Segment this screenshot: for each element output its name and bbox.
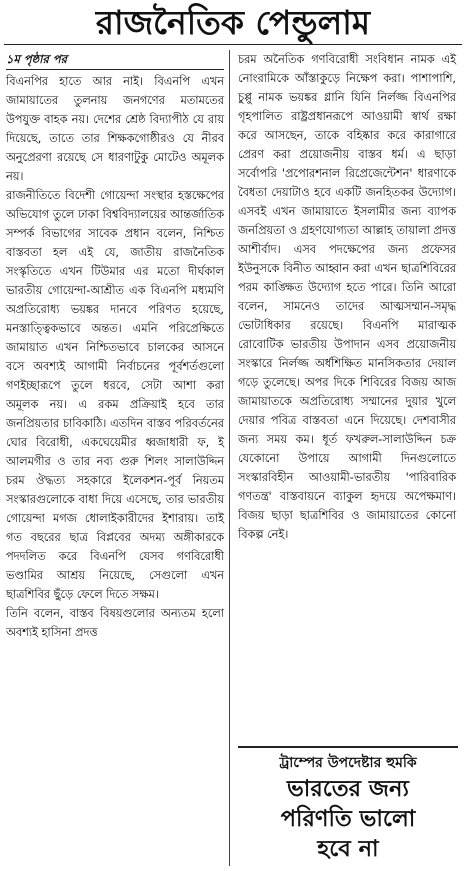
headline: রাজনৈতিক পেন্ডুলাম [95, 3, 371, 42]
right-paragraph-1: চরম অনৈতিক গণবিরোধী সংবিধান নামক এই নোংরামিকে আঁস্তাকুড়ে নিক্ষেপ করা। পাশাপাশি, চুপ্পু নামক ভয়ঙ্কর গ্লানি যিনি নির্লজ্জ বিএনপির গৃহপালিত রাষ্ট্রপ্রধানরূপে আওয়ামী স্বার্থ রক্ষা করে আসছেন, তাকে বহিষ্কার করে কারাগারে প্রেরণ করা প্রয়োজনীয় বাস্তব ধর্ম। এ ছাড়া সর্বোপরি 'প্রপোরশনাল রিপ্রেজেন্টেশন' ধারণাকে বৈধতা দেয়াটাও হবে একটি জনহিতকর উদ্যোগ। এসবই এখন জামায়াতে ইসলামীর জন্য ব্যাপক জনপ্রিয়তা ও গ্রহণযোগ্যতা আল্লাহ তায়ালা প্রদত্ত আশীর্বাদ। এসব পদক্ষেপের জন্য প্রফেসর ইউনুসকে বিনীত আহ্বান করা এখন ছাত্রশিবিরের পরম কাঙ্ক্ষিত উদ্যোগ হতে পারে। তিনি আরো বলেন, সামনেও তাদের আত্মসম্মান-সমৃদ্ধ ভোটাধিকার রয়েছে। বিএনপি মারাত্মক রোবোটিক ভারতীয় উপাদান এসব প্রয়োজনীয় সংস্কারে নির্লজ্জ অর্ধশিক্ষিত মানসিকতার দেয়াল গড়ে তুলেছে। অপর দিকে শিবিরের বিজয় আজ জামায়াতকে অপ্রতিরোধ্য সম্মানের দুয়ার খুলে দেয়ার পবিত্র বাস্তবতা এনে দিয়েছে। দেশবাসীর জন্য সময় কম। ধূর্ত ফখরুল-সালাউদ্দিন চক্র যেকোনো উপায়ে আগামী দিনগুলোতে সংস্কারবিহীন আওয়ামী-ভারতীয় 'পারিবারিক গণতন্ত্র' বাস্তবায়নে ব্যাকুল হৃদয়ে অপেক্ষমাণ। বিজয় ছাড়া ছাত্রশিবির ও জামায়াতের কোনো বিকল্প নেই। [238, 53, 456, 541]
left-column [6, 50, 224, 642]
continued-label: ১ম পৃষ্ঠার পর [6, 52, 67, 66]
related-news-box [238, 746, 458, 864]
box-kicker: ট্রাম্পের উপদেষ্টার হুমকি [279, 755, 417, 771]
headline-rule [4, 44, 462, 45]
left-paragraph-2: রাজনীতিতে বিদেশী গোয়েন্দা সংস্থার হস্তক্ষেপের অভিযোগ তুলে ঢাকা বিশ্ববিদ্যালয়ের আন্তর্জাতিক সম্পর্ক বিভাগের সাবেক প্রধান বলেন, নিশ্চিত বাস্তবতা হল এই যে, জাতীয় রাজনৈতিক সংস্কৃতিতে এখন টিউমার এর মতো দীর্ঘকাল ভারতীয় গোয়েন্দা-আশ্রীত এক বিএনপি মধ্যমণি অপ্রতিরোধ্য ভয়ঙ্কর দানবে পরিণত হয়েছে, মনস্তাত্ত্বিকভাবে অন্তত। এমনি পরিপ্রেক্ষিতে জামায়াত এখন নিশ্চিতভাবে চালকের আসনে বসে অবশ্যই আগামী নির্বাচনের পূর্বশর্তগুলো গণইচ্ছারূপে তুলে ধরবে, সেটা আশা করা অমূলক নয়। এ রকম প্রক্রিয়াই হবে তার জনপ্রিয়তার চাবিকাঠি। এতদিন বাস্তব পরিবর্তনের ঘোর বিরোধী, একঘেয়েমীর ধ্বজাধারী ফ, ই আলমগীর ও তার নব্য গুরু শিলং সালাউদ্দিন চরম ঔদ্ধত্য সহকারে ইলেকশন-পূর্ব নিয়তম সংস্কারগুলোকে বাধা দিয়ে এসেছে, তার ভারতীয় গোয়েন্দা মগজ ধোলাইকারীদের ইশারায়। তাই গত বছরের ছাত্র বিপ্লবের অদম্য অঙ্গীকারকে পদদলিত করে বিএনপি যেসব গণবিরোধী ভণ্ডামির আশ্রয় নিয়েছে, সেগুলো এখন ছাত্রশিবির ছুঁড়ে ফেলে দিতে সক্ষম। [6, 189, 224, 601]
right-column [238, 50, 456, 544]
left-paragraph-1: বিএনপির হাতে আর নাই। বিএনপি এখন জামায়াতের তুলনায় জনগণের মতামতের উপযুক্ত বাহক নয়। দেশের শ্রেষ্ঠ বিদ্যাপীঠ যে রায় দিয়েছে, তাতে তার শিক্ষকগোষ্ঠীরও যে নীরব অনুপ্রেরণা রয়েছে সে ধারণাটুকু মোটেও অমূলক নয়। [6, 75, 224, 183]
left-paragraph-3: তিনি বলেন, বাস্তব বিষয়গুলোর অন্যতম হলো অবশ্যই হাসিনা প্রদত্ত [6, 607, 224, 639]
box-title-line-1: ভারতের জন্য [287, 776, 409, 802]
box-title-line-2: পরিণতি ভালো [280, 806, 416, 832]
continued-rule [6, 69, 224, 70]
box-rule [238, 746, 458, 748]
box-title-line-3: হবে না [317, 836, 379, 862]
column-divider [229, 50, 230, 866]
